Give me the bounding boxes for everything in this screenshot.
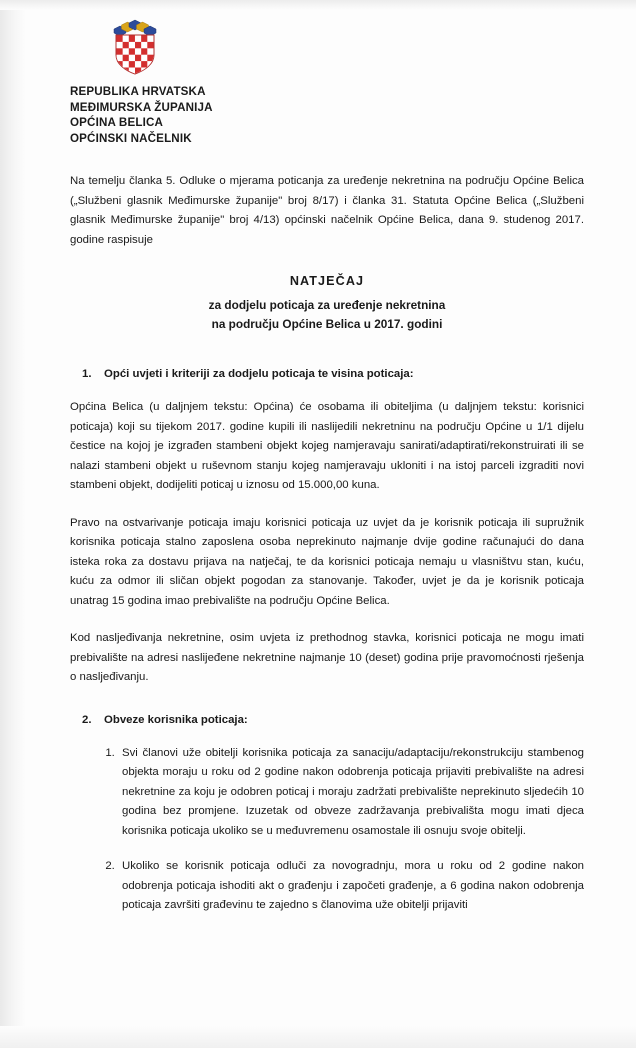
document-title-block <box>70 274 584 334</box>
page-subtitle-line1: za dodjelu poticaja za uređenje nekretnina <box>208 298 446 312</box>
intro-paragraph: Na temelju članka 5. Odluke o mjerama poticanja za uređenje nekretnina na području Općine Belica („Službeni glasnik Međimurske županije" broj 8/17) i članka 31. Statuta Općine Belica („Službeni glasnik Međimurske županije" broj 4/13) općinski načelnik Općine Belica, dana 9. studenog 2017. godine raspisuje <box>70 175 584 246</box>
section-2-obligations-list <box>70 744 584 916</box>
section-1-paragraph-3: Kod nasljeđivanja nekretnine, osim uvjeta iz prethodnog stavka, korisnici poticaja ne mogu imati prebivalište na adresi naslijeđene nekretnine najmanje 10 (deset) godina prije pravomoćnosti rješenja o nasljeđivanju. <box>70 632 584 683</box>
page-subtitle-line2: na području Općine Belica u 2017. godini <box>211 317 443 331</box>
page-title: NATJEČAJ <box>289 274 365 288</box>
scan-edge-bottom <box>0 1026 636 1048</box>
scan-edge-left <box>0 0 26 1048</box>
scan-edge-top <box>0 0 636 10</box>
organization-header <box>70 84 584 146</box>
section-1-heading <box>70 368 584 380</box>
section-1-title: Opći uvjeti i kriteriji za dodjelu poticaja te visina poticaja: <box>104 368 414 380</box>
page-subtitle <box>70 296 584 334</box>
section-1-number: 1. <box>82 368 92 380</box>
section-1-paragraph-2: Pravo na ostvarivanje poticaja imaju korisnici poticaja uz uvjet da je korisnik poticaja ili supružnik korisnika poticaja stalno zaposlena osoba neprekinuto najmanje dvije godine računajući do dana isteka roka za dostavu prijava na natječaj, te da korisnici poticaja nemaju u vlasništvu stan, kuću, kuću za odmor ili sličan objekt pogodan za stanovanje. Također, uvjet je da je korisnik poticaja unatrag 15 godina imao prebivalište na području Općine Belica. <box>70 516 584 607</box>
croatian-coat-of-arms-icon <box>112 18 158 76</box>
header-line-office: OPĆINSKI NAČELNIK <box>70 131 192 145</box>
header-line-county: MEĐIMURSKA ŽUPANIJA <box>70 100 213 114</box>
section-1-paragraph-1: Općina Belica (u daljnjem tekstu: Općina) će osobama ili obiteljima (u daljnjem tekstu: korisnici poticaja) koji su tijekom 2017. godine kupili ili naslijedili nekretninu na području Općine u 1/1 dijelu čestice na kojoj je izgrađen stambeni objekt kojeg namjeravaju sanirati/adaptirati/rekonstruirati ili se nalazi stambeni objekt u ruševnom stanju kojeg namjeravaju ukloniti i na istoj parceli izgraditi novi stambeni objekt, dodijeliti poticaj u iznosu od 15.000,00 kuna. <box>70 401 584 491</box>
document-content <box>70 18 584 916</box>
header-line-republic: REPUBLIKA HRVATSKA <box>70 85 206 98</box>
section-2-number: 2. <box>82 713 92 726</box>
crest-container <box>70 18 584 76</box>
section-2-title: Obveze korisnika poticaja: <box>104 713 248 726</box>
list-item: 2. Ukoliko se korisnik poticaja odluči za novogradnju, mora u roku od 2 godine nakon odobrenja poticaja ishoditi akt o građenju i započeti građenje, a 6 godina nakon odobrenja poticaja završiti građevinu te zajedno s članovima uže obitelji prijaviti <box>118 857 584 916</box>
list-item: 1. Svi članovi uže obitelji korisnika poticaja za sanaciju/adaptaciju/rekonstrukciju stambenog objekta moraju u roku od 2 godine nakon odobrenja poticaja prijaviti prebivalište na adresi nekretnine za koju je odobren poticaj i moraju zadržati prebivalište neprekinuto sljedećih 10 godina bez promjene. Izuzetak od obveze zadržavanja prebivališta mogu imati djeca korisnika poticaja ukoliko se u međuvremenu osamostale ili osnuju svoje obitelji. <box>118 744 584 842</box>
header-line-municipality: OPĆINA BELICA <box>70 116 163 129</box>
section-2-heading <box>70 714 584 726</box>
